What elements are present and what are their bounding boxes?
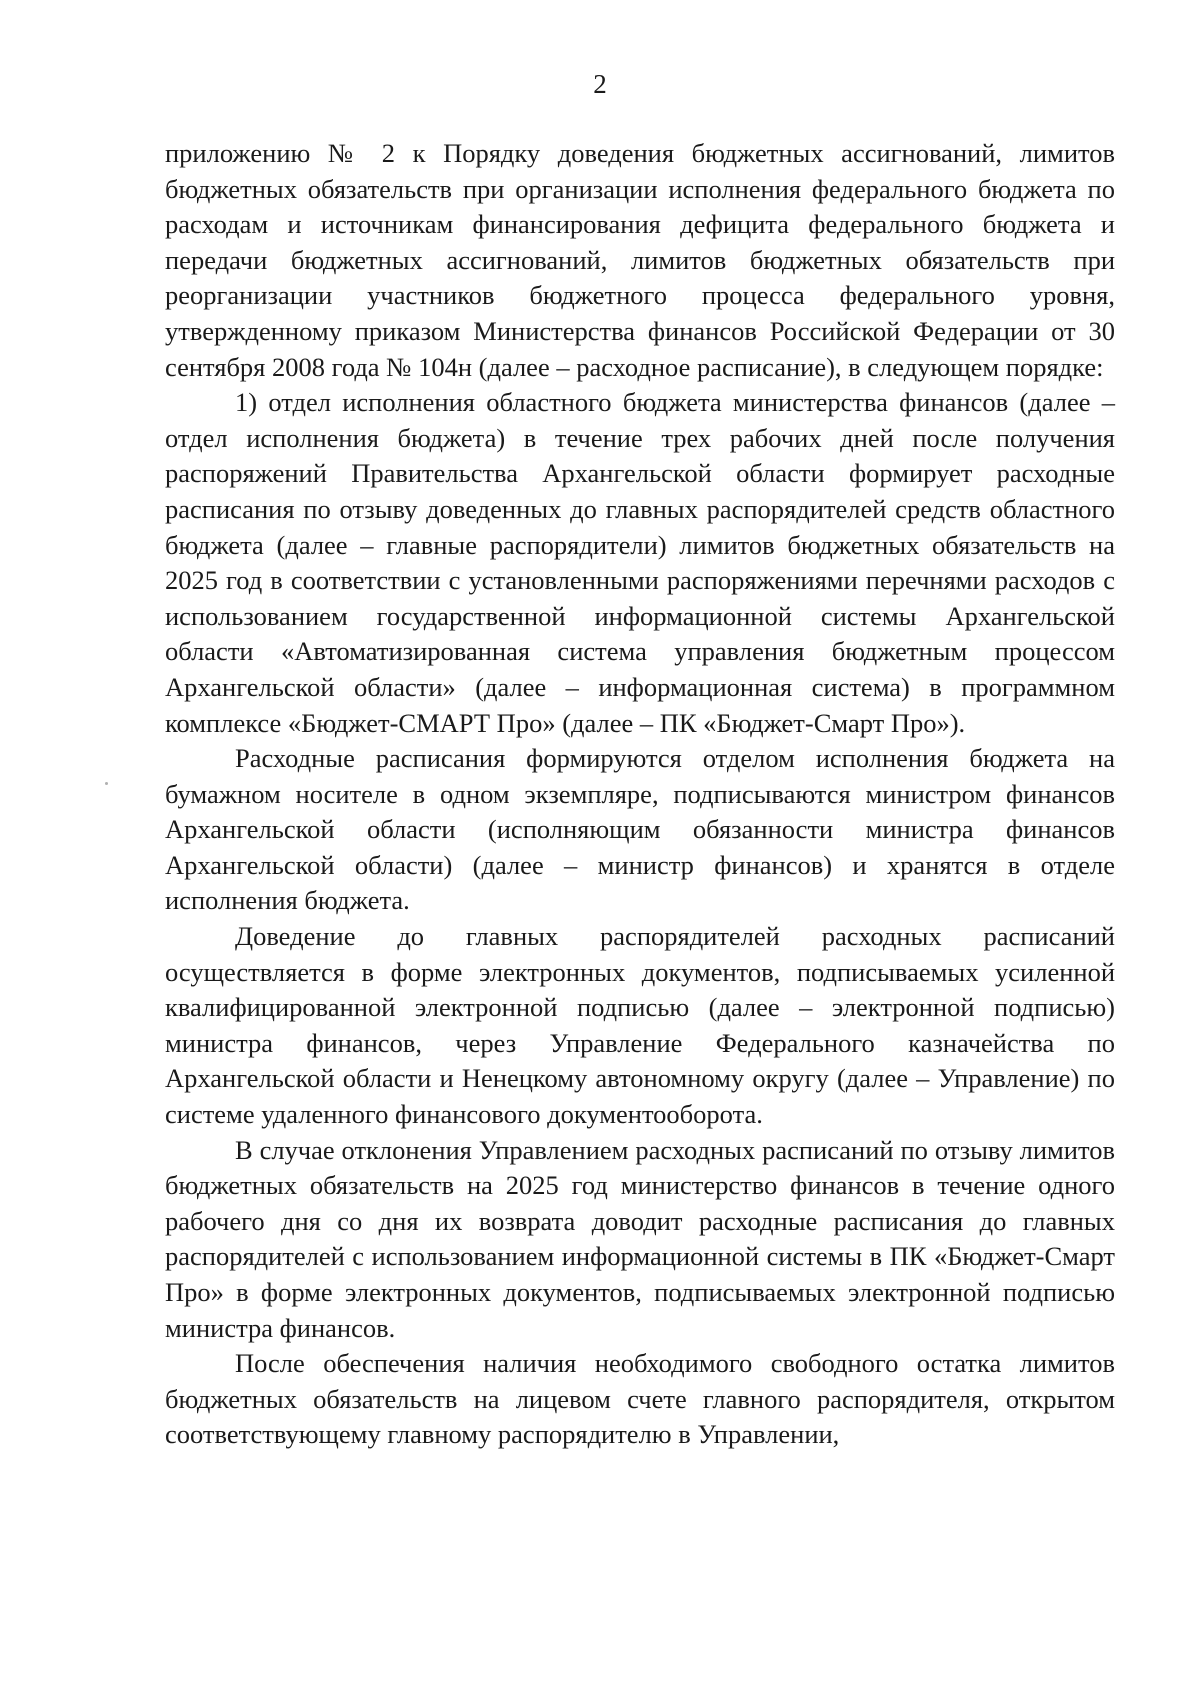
- paragraph-delivery: Доведение до главных распорядителей расходных расписаний осуществляется в форме электронных документов, подписываемых усиленной квалифицированной электронной подписью (далее – электронной подписью) министра финансов, через Управление Федерального казначейства по Архангельской области и Ненецкому автономному округу (далее – Управление) по системе удаленного финансового документооборота.: [165, 921, 1115, 1130]
- paragraph-item-1: 1) отдел исполнения областного бюджета министерства финансов (далее – отдел исполнения бюджета) в течение трех рабочих дней после получения распоряжений Правительства Архангельской области формирует расходные расписания по отзыву доведенных до главных распорядителей средств областного бюджета (далее – главные распорядители) лимитов бюджетных обязательств на 2025 год в соответствии с установленными распоряжениями перечнями расходов с использованием государственной информационной системы Архангельской области «Автоматизированная система управления бюджетным процессом Архангельской области» (далее – информационная система) в программном комплексе «Бюджет-СМАРТ Про» (далее – ПК «Бюджет-Смарт Про»).: [165, 387, 1115, 738]
- paragraph-rejection: В случае отклонения Управлением расходных расписаний по отзыву лимитов бюджетных обязательств на 2025 год министерство финансов в течение одного рабочего дня со дня их возврата доводит расходные расписания до главных распорядителей с использованием информационной системы в ПК «Бюджет-Смарт Про» в форме электронных документов, подписываемых электронной подписью министра финансов.: [165, 1134, 1115, 1343]
- margin-speck: [105, 782, 108, 785]
- document-body: [165, 136, 1115, 1453]
- paragraph-expense-schedules: Расходные расписания формируются отделом исполнения бюджета на бумажном носителе в одном экземпляре, подписываются министром финансов Архангельской области (исполняющим обязанности министра финансов Архангельской области) (далее – министр финансов) и хранятся в отделе исполнения бюджета.: [165, 743, 1115, 916]
- paragraph-after-balance: После обеспечения наличия необходимого свободного остатка лимитов бюджетных обязательств на лицевом счете главного распорядителя, открытом соответствующему главному распорядителю в Управлении,: [165, 1348, 1115, 1450]
- paragraph-continuation: приложению № 2 к Порядку доведения бюджетных ассигнований, лимитов бюджетных обязательств при организации исполнения федерального бюджета по расходам и источникам финансирования дефицита федерального бюджета и передачи бюджетных ассигнований, лимитов бюджетных обязательств при реорганизации участников бюджетного процесса федерального уровня, утвержденному приказом Министерства финансов Российской Федерации от 30 сентября 2008 года № 104н (далее – расходное расписание), в следующем порядке:: [165, 138, 1115, 382]
- page-number: 2: [593, 69, 607, 99]
